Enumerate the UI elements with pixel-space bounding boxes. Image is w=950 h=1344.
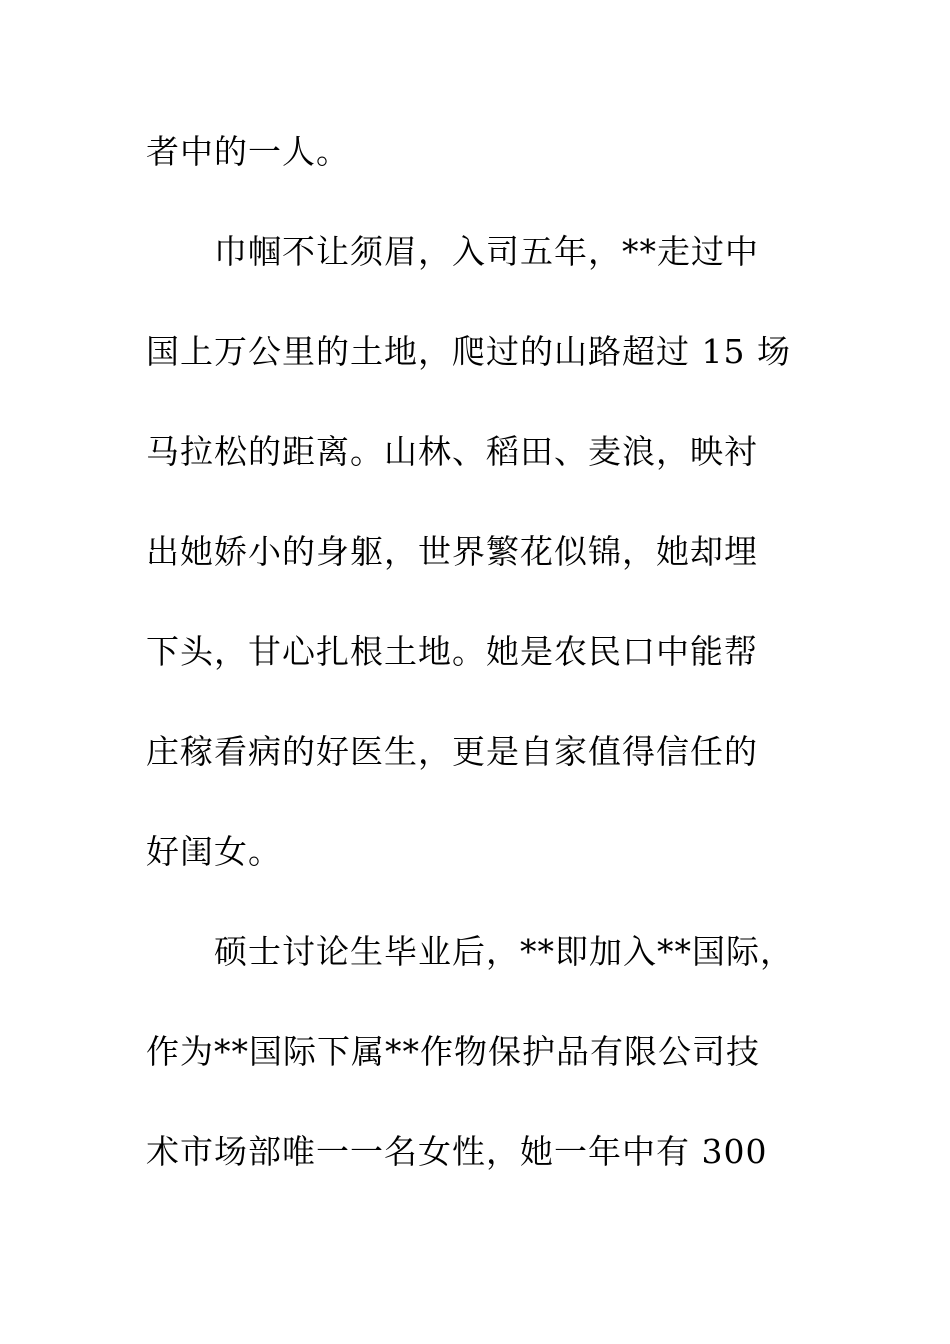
- text-line: 作为**国际下属**作物保护品有限公司技: [146, 1032, 760, 1071]
- text-line: 者中的一人。: [146, 132, 350, 171]
- paragraph-start-line: 巾帼不让须眉，入司五年，**走过中: [214, 232, 759, 271]
- text-line: 下头，甘心扎根土地。她是农民口中能帮: [146, 632, 758, 671]
- text-line: 出她娇小的身躯，世界繁花似锦，她却埋: [146, 532, 758, 571]
- text-line: 术市场部唯一一名女性，她一年中有 300: [146, 1132, 768, 1171]
- text-line: 庄稼看病的好医生，更是自家值得信任的: [146, 732, 758, 771]
- text-line: 国上万公里的土地，爬过的山路超过 15 场: [146, 332, 791, 371]
- text-line: 好闺女。: [146, 832, 282, 871]
- paragraph-start-line: 硕士讨论生毕业后，**即加入**国际，: [214, 932, 794, 971]
- text-line: 马拉松的距离。山林、稻田、麦浪，映衬: [146, 432, 758, 471]
